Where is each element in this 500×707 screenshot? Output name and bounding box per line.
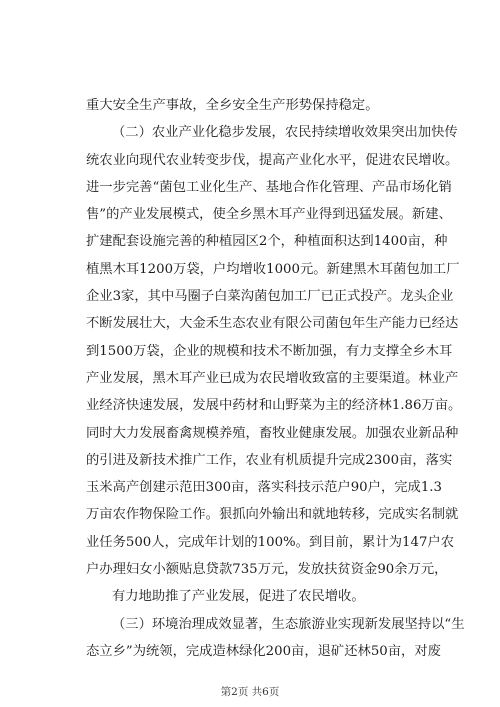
text-line: 户办理妇女小额贴息贷款735万元，发放扶贫资金90余万元，: [86, 562, 448, 578]
text-line: （二）农业产业化稳步发展，农民持续增收效果突出加快传: [112, 125, 458, 141]
text-line: 售”的产业发展模式，使全乡黑木耳产业得到迅猛发展。新建、: [86, 207, 452, 223]
text-line: 万亩农作物保险工作。狠抓向外输出和就地转移，完成实名制就: [86, 507, 459, 523]
text-line: 的引进及新技术推广工作，农业有机质提升完成2300亩，落实: [86, 452, 453, 468]
text-line: 植黑木耳1200万袋，户均增收1000元。新建黑木耳菌包加工厂: [86, 261, 460, 277]
text-line: 不断发展壮大，大金禾生态农业有限公司菌包年生产能力已经达: [86, 316, 459, 332]
text-line: （三）环境治理成效显著，生态旅游业实现新发展坚持以“生: [112, 616, 465, 632]
text-line: 扩建配套设施完善的种植园区2个，种植面积达到1400亩，种: [86, 234, 448, 250]
text-line: 进一步完善“菌包工业化生产、基地合作化管理、产品市场化销: [86, 179, 452, 195]
page-number-label: 第2页 共6页: [220, 686, 280, 698]
text-line: 企业3家，其中马圈子白菜沟菌包加工厂已正式投产。龙头企业: [86, 289, 454, 305]
page-footer: [0, 684, 500, 699]
text-line: 有力地助推了产业发展，促进了农民增收。: [112, 589, 365, 605]
text-line: 到1500万袋，企业的规模和技术不断加强，有力支撑全乡木耳: [86, 343, 453, 359]
text-line: 玉米高产创建示范田300亩，落实科技示范户90户，完成1.3: [86, 480, 442, 496]
text-line: 重大安全生产事故，全乡安全生产形势保持稳定。: [86, 98, 379, 113]
body-text: [86, 92, 465, 665]
text-line: 同时大力发展畜禽规模养殖，畜牧业健康发展。加强农业新品种: [86, 425, 459, 441]
text-line: 产业发展，黑木耳产业已成为农民增收致富的主要渠道。林业产: [86, 370, 459, 386]
text-line: 业经济快速发展，发展中药材和山野菜为主的经济林1.86万亩。: [86, 398, 462, 414]
text-line: 态立乡”为统领，完成造林绿化200亩，退矿还林50亩，对废: [86, 643, 441, 659]
text-line: 统农业向现代农业转变步伐，提高产业化水平，促进农民增收。: [86, 152, 459, 168]
text-line: 业任务500人，完成年计划的100%。到目前，累计为147户农: [86, 534, 455, 550]
